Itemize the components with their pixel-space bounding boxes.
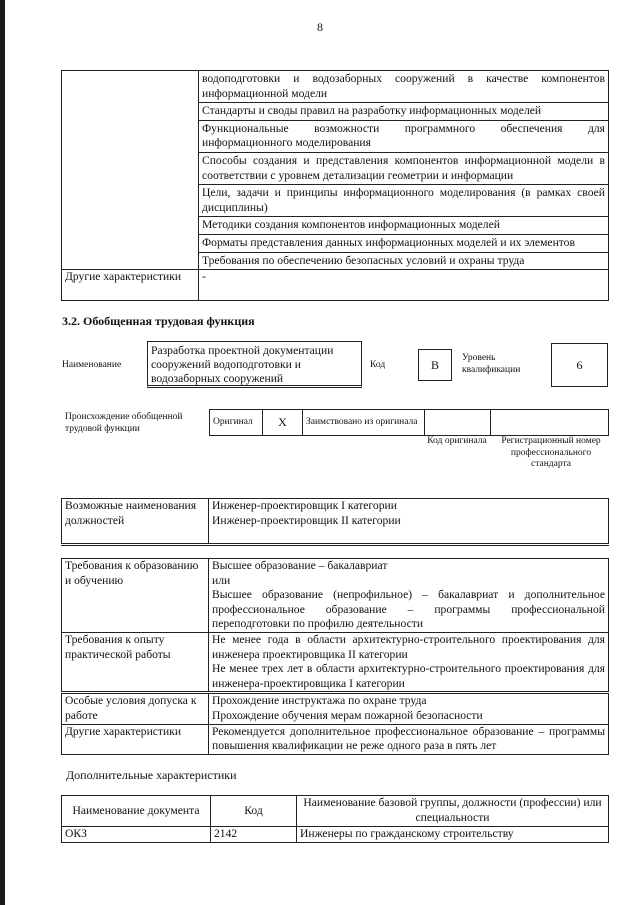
registration-number-cell xyxy=(491,410,609,436)
original-code-cell xyxy=(425,410,491,436)
knowledge-item: Цели, задачи и принципы информационного моделирования (в рамках своей дисциплины) xyxy=(199,185,608,217)
positions-label: Возможные наименования должностей xyxy=(62,499,209,545)
other-value xyxy=(209,724,609,754)
knowledge-item: Требования по обеспечению безопасных условий и охраны труда xyxy=(202,253,525,267)
knowledge-list xyxy=(199,71,608,269)
requirement-line: Высшее образование – бакалавриат xyxy=(212,559,388,572)
origin-table xyxy=(209,409,609,436)
name-label: Наименование xyxy=(62,360,122,370)
knowledge-item: Функциональные возможности программного обеспечения для информационного моделирования xyxy=(199,120,608,152)
row-group-name: Инженеры по гражданскому строительству xyxy=(297,827,609,843)
requirement-line: Прохождение обучения мерам пожарной безопасности xyxy=(212,708,483,722)
row-code: 2142 xyxy=(211,827,297,843)
knowledge-item: Стандарты и своды правил на разработку информационных моделей xyxy=(199,103,608,121)
other-label: Другие характеристики xyxy=(62,724,209,754)
positions-value xyxy=(209,499,609,545)
registration-caption: Регистрационный номер профессионального стандарта xyxy=(501,436,601,469)
knowledge-label-cell xyxy=(62,71,199,270)
other-characteristics-label: Другие характеристики xyxy=(62,270,199,301)
knowledge-table xyxy=(61,70,609,301)
row-document: ОКЗ xyxy=(62,827,211,843)
education-value xyxy=(209,559,609,633)
requirement-line: Не менее трех лет в области архитектурно-строительного проектирования для инженера-проектировщика I категории xyxy=(212,662,605,690)
requirement-line: Прохождение инструктажа по охране труда xyxy=(212,694,427,708)
page-number: 8 xyxy=(317,20,323,34)
requirement-line: Не менее года в области архитектурно-строительного проектирования для инженера проектировщика II категории xyxy=(212,632,605,661)
scan-edge-bar xyxy=(0,0,5,905)
level-value: 6 xyxy=(551,343,608,387)
knowledge-item: водоподготовки и водозаборных сооружений в качестве компонентов информационной модели xyxy=(199,71,608,103)
original-mark: X xyxy=(263,410,303,436)
requirements-table xyxy=(61,558,609,755)
additional-table xyxy=(61,795,609,843)
col-document: Наименование документа xyxy=(62,796,211,827)
experience-value xyxy=(209,632,609,692)
code-label: Код xyxy=(370,360,386,370)
col-group-name: Наименование базовой группы, должности (профессии) или специальности xyxy=(297,796,609,827)
level-label: Уровень квалификации xyxy=(462,353,521,375)
knowledge-item: Форматы представления данных информационных моделей и их элементов xyxy=(199,234,608,252)
positions-table xyxy=(61,498,609,546)
function-name-value: Разработка проектной документации сооружений водоподготовки и водозаборных сооружений xyxy=(147,341,362,388)
function-code-value: В xyxy=(418,349,452,381)
knowledge-item: Способы создания и представления компонентов информационной модели в соответствии с уровнем детализации геометрии и информации xyxy=(199,152,608,184)
requirement-line: Рекомендуется дополнительное профессиональное образование – программы повышения квалификации не реже одного раза в пять лет xyxy=(212,724,605,753)
education-label: Требования к образованию и обучению xyxy=(62,559,209,633)
knowledge-item: Методики создания компонентов информационных моделей xyxy=(199,217,608,235)
position-item: Инженер-проектировщик II категории xyxy=(212,513,401,527)
additional-heading: Дополнительные характеристики xyxy=(66,768,237,782)
knowledge-list-cell xyxy=(199,71,609,270)
borrowed-label: Заимствовано из оригинала xyxy=(303,410,425,436)
position-item: Инженер-проектировщик I категории xyxy=(212,499,397,512)
original-label: Оригинал xyxy=(210,410,263,436)
experience-label: Требования к опыту практической работы xyxy=(62,632,209,692)
admission-label: Особые условия допуска к работе xyxy=(62,693,209,724)
admission-value xyxy=(209,693,609,724)
code-original-caption: Код оригинала xyxy=(427,436,487,446)
requirement-line: Высшее образование (непрофильное) – бакалавриат и дополнительное профессиональное образование – программы профессиональной переподготовки по профилю деятельности xyxy=(212,588,605,631)
requirement-line: или xyxy=(212,573,231,587)
other-characteristics-value: - xyxy=(199,270,609,301)
origin-label: Происхождение обобщенной трудовой функции xyxy=(65,412,183,434)
section-heading: 3.2. Обобщенная трудовая функция xyxy=(62,314,255,328)
col-code: Код xyxy=(211,796,297,827)
